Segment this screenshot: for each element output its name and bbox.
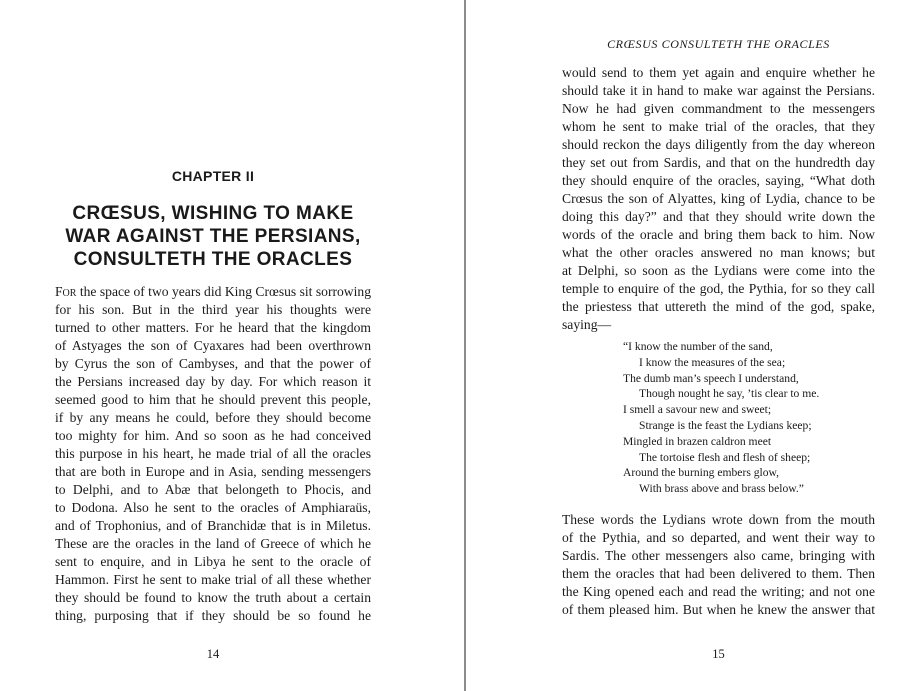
body-line: too mighty for him. And so soon as he had conceived — [55, 428, 371, 443]
body-line: them the oracles that had been delivered to them. Then — [562, 566, 875, 581]
body-line: These words the Lydians wrote down from the mouth — [562, 512, 875, 527]
body-line: the King opened each and read the writing; and not one — [562, 584, 875, 599]
body-line: they should enquire of the oracles, saying, “What doth — [562, 173, 875, 188]
body-line: that are both in Europe and in Asia, sending messengers — [55, 464, 371, 479]
body-line: words of the oracle and bring them back to him. Now — [562, 227, 875, 242]
body-line: Crœsus the son of Alyattes, king of Lydia, chance to be — [562, 191, 875, 206]
chapter-label: CHAPTER II — [171, 168, 255, 184]
body-line: they set out from Sardis, and that on the hundredth day — [562, 155, 875, 170]
left-body-text — [55, 283, 371, 625]
verse-line: With brass above and brass below.” — [639, 482, 804, 496]
body-line: should reckon the days diligently from the day whereon — [562, 137, 875, 152]
body-line: and of Trophonius, and of Branchidæ that is in Miletus. — [55, 518, 371, 533]
body-line-rest: the space of two years did King Crœsus sit sorrowing — [76, 284, 371, 299]
verse-line: I smell a savour new and sweet; — [623, 403, 772, 417]
verse-line: “I know the number of the sand, — [623, 340, 773, 353]
body-line: whom he sent to make trial of the oracles, that they — [562, 119, 875, 134]
body-line: of the Pythia, and so departed, and went their way to — [562, 530, 875, 545]
body-line: thing, purposing that if they should be so found he — [55, 608, 371, 623]
running-head: CRŒSUS CONSULTETH THE ORACLES — [607, 37, 830, 51]
left-page — [55, 0, 371, 691]
body-line: Now he had given commandment to the messengers — [562, 101, 875, 116]
page-gutter-divider — [464, 0, 466, 691]
body-line: the Persians increased day by day. For which reason it — [55, 374, 371, 389]
page-number-left: 14 — [206, 647, 220, 661]
page-number-right: 15 — [712, 647, 725, 661]
body-line: Sardis. The other messengers also came, bringing with — [562, 548, 875, 563]
verse-line: I know the measures of the sea; — [639, 355, 786, 369]
verse-line: Around the burning embers glow, — [623, 466, 780, 480]
right-body-text-bottom — [562, 511, 875, 619]
body-line: would send to them yet again and enquire whether he — [562, 65, 875, 80]
body-line: turned to other matters. For he heard that the kingdom — [55, 320, 371, 335]
body-line: if by any means he could, before they should become — [55, 410, 371, 425]
body-line: for his son. But in the third year his thoughts were — [55, 302, 371, 317]
right-page — [562, 0, 875, 691]
body-line: doing this day?” and that they should write down the — [562, 209, 875, 224]
body-line: sent to enquire, and in Libya he sent to the oracle of — [55, 554, 371, 569]
body-line: of Astyages the son of Cyaxares had been overthrown — [55, 338, 371, 353]
body-line: seemed good to him that he should prevent this people, — [55, 392, 371, 407]
chapter-title — [55, 202, 371, 271]
body-line: to Delphi, and to Abæ that belongeth to Phocis, and — [55, 482, 371, 497]
body-line: of them pleased him. But when he knew the answer that — [562, 602, 875, 617]
body-line: what the other oracles answered no man knows; but — [562, 245, 875, 260]
body-line: saying— — [562, 317, 612, 332]
verse-line: Mingled in brazen caldron meet — [623, 434, 772, 448]
oracle-verse — [623, 339, 819, 497]
chapter-title-line: CONSULTETH THE ORACLES — [73, 249, 353, 270]
body-line: the priestess that uttereth the mind of the god, spake, — [562, 299, 875, 314]
body-line: at Delphi, so soon as the Lydians were come into the — [562, 263, 875, 278]
verse-line: The dumb man’s speech I understand, — [623, 371, 799, 385]
verse-line: Though nought he say, ’tis clear to me. — [639, 387, 820, 401]
verse-line: The tortoise flesh and flesh of sheep; — [639, 450, 811, 464]
body-line — [55, 283, 371, 301]
opening-smallcaps-word: For — [55, 284, 77, 299]
verse-line: Strange is the feast the Lydians keep; — [639, 418, 812, 432]
right-body-text-top — [562, 64, 875, 334]
body-line: temple to enquire of the god, the Pythia, for so they call — [562, 281, 875, 296]
body-line: These are the oracles in the land of Greece of which he — [55, 536, 371, 551]
body-line: they should be found to know the truth about a certain — [55, 590, 371, 605]
body-line: should take it in hand to make war against the Persians. — [562, 83, 875, 98]
body-line: this purpose in his heart, he made trial of all the oracles — [55, 446, 371, 461]
body-line: by Cyrus the son of Cambyses, and that the power of — [55, 356, 371, 371]
body-line: to Dodona. Also he sent to the oracles of Amphiaraüs, — [55, 500, 371, 515]
body-line: Hammon. First he sent to make trial of all these whether — [55, 572, 371, 587]
chapter-title-line: WAR AGAINST THE PERSIANS, — [65, 226, 361, 247]
chapter-title-line: CRŒSUS, WISHING TO MAKE — [72, 203, 354, 224]
